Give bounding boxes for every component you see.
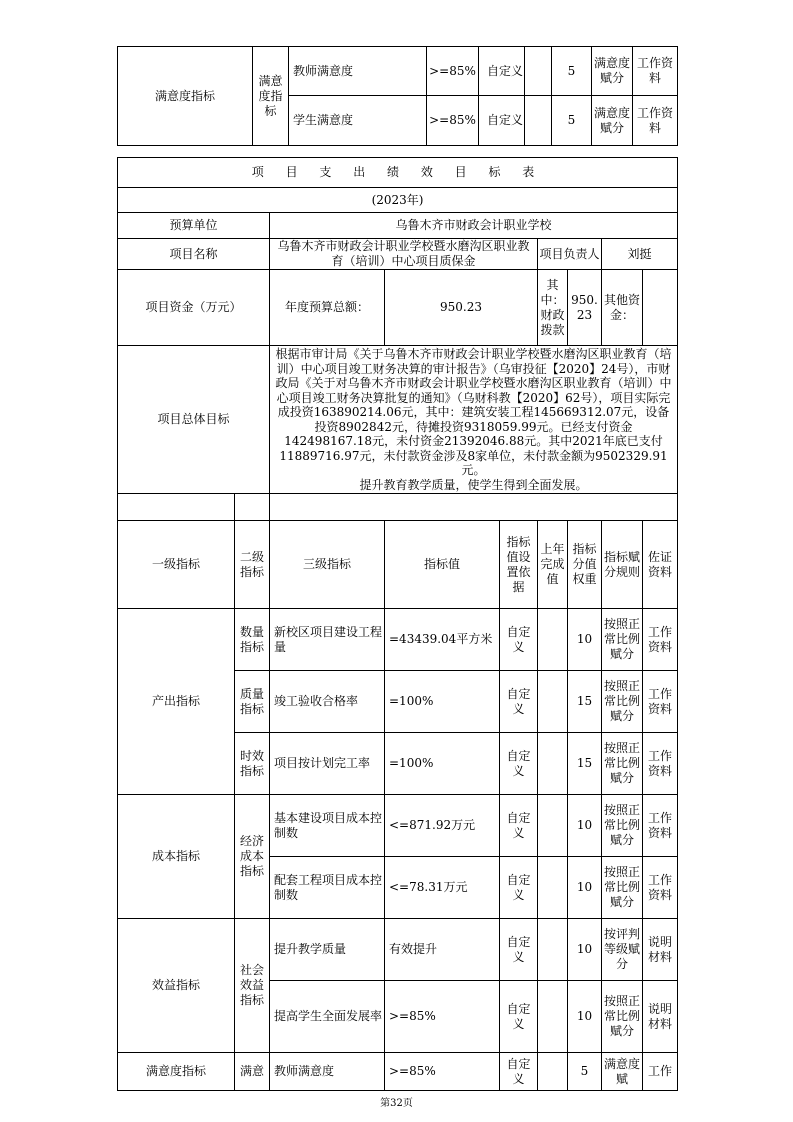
indicator-name: 提高学生全面发展率	[270, 981, 385, 1053]
indicator-basis: 自定义	[500, 733, 538, 795]
indicator-weight: 5	[552, 47, 592, 96]
header-level3: 三级指标	[270, 521, 385, 609]
header-evidence: 佐证资料	[643, 521, 678, 609]
indicator-evidence: 工作资料	[643, 609, 678, 671]
indicator-value: >=85%	[427, 96, 479, 146]
indicator-value: <=78.31万元	[385, 857, 500, 919]
indicator-evidence: 工作	[643, 1053, 678, 1091]
indicator-value: =100%	[385, 671, 500, 733]
header-value: 指标值	[385, 521, 500, 609]
indicator-evidence: 工作资料	[633, 96, 678, 146]
indicator-basis: 自定义	[500, 671, 538, 733]
indicator-weight: 10	[568, 919, 602, 981]
level2-cell: 满意	[235, 1053, 270, 1091]
indicator-name: 提升教学质量	[270, 919, 385, 981]
project-name-value: 乌鲁木齐市财政会计职业学校暨水磨沟区职业教育（培训）中心项目质保金	[270, 239, 538, 270]
level1-cell: 满意度指标	[118, 47, 253, 146]
fiscal-label: 其中：财政拨款	[538, 270, 568, 346]
other-funds-label: 其他资金：	[602, 270, 643, 346]
indicator-evidence: 工作资料	[643, 857, 678, 919]
level1-cell: 产出指标	[118, 609, 235, 795]
indicator-last-year	[538, 919, 568, 981]
indicator-rule: 按评判等级赋分	[602, 919, 643, 981]
indicator-basis: 自定义	[500, 919, 538, 981]
annual-budget-label: 年度预算总额：	[270, 270, 385, 346]
indicator-rule: 按照正常比例赋分	[602, 609, 643, 671]
indicator-name: 学生满意度	[289, 96, 427, 146]
header-basis: 指标值设置依据	[500, 521, 538, 609]
budget-unit-value: 乌鲁木齐市财政会计职业学校	[270, 213, 678, 239]
indicator-last-year	[538, 733, 568, 795]
indicator-evidence: 工作资料	[633, 47, 678, 96]
indicator-last-year	[525, 47, 552, 96]
header-level1: 一级指标	[118, 521, 235, 609]
indicator-value: =100%	[385, 733, 500, 795]
level2-cell: 经济成本指标	[235, 795, 270, 919]
indicator-evidence: 工作资料	[643, 733, 678, 795]
indicator-last-year	[525, 96, 552, 146]
level1-cell: 成本指标	[118, 795, 235, 919]
header-weight: 指标分值权重	[568, 521, 602, 609]
indicator-value: >=85%	[385, 981, 500, 1053]
indicator-weight: 10	[568, 609, 602, 671]
blank-cell	[270, 494, 678, 521]
indicator-basis: 自定义	[479, 47, 525, 96]
table-title: 项 目 支 出 绩 效 目 标 表	[118, 158, 678, 188]
indicator-name: 新校区项目建设工程量	[270, 609, 385, 671]
level2-cell: 数量指标	[235, 609, 270, 671]
indicator-rule: 按照正常比例赋分	[602, 671, 643, 733]
budget-unit-label: 预算单位	[118, 213, 270, 239]
indicator-name: 配套工程项目成本控制数	[270, 857, 385, 919]
indicator-rule: 按照正常比例赋分	[602, 733, 643, 795]
other-funds-value	[643, 270, 678, 346]
indicator-evidence: 工作资料	[643, 671, 678, 733]
indicator-last-year	[538, 981, 568, 1053]
indicator-weight: 10	[568, 857, 602, 919]
indicator-rule: 按照正常比例赋分	[602, 981, 643, 1053]
indicator-basis: 自定义	[500, 857, 538, 919]
indicator-value: <=871.92万元	[385, 795, 500, 857]
level2-cell: 时效指标	[235, 733, 270, 795]
indicator-evidence: 工作资料	[643, 795, 678, 857]
level1-cell: 满意度指标	[118, 1053, 235, 1091]
level2-cell: 社会效益指标	[235, 919, 270, 1053]
blank-cell	[118, 494, 235, 521]
funds-label: 项目资金（万元）	[118, 270, 270, 346]
indicator-value: 有效提升	[385, 919, 500, 981]
indicator-name: 竣工验收合格率	[270, 671, 385, 733]
indicator-last-year	[538, 857, 568, 919]
level2-cell: 满意度指标	[253, 47, 289, 146]
blank-cell	[235, 494, 270, 521]
indicator-rule: 按照正常比例赋分	[602, 795, 643, 857]
page-number: 第32页	[380, 1098, 413, 1109]
indicator-basis: 自定义	[500, 609, 538, 671]
indicator-weight: 15	[568, 733, 602, 795]
indicator-weight: 10	[568, 981, 602, 1053]
indicator-name: 教师满意度	[289, 47, 427, 96]
indicator-evidence: 说明材料	[643, 981, 678, 1053]
level2-cell: 质量指标	[235, 671, 270, 733]
indicator-weight: 5	[568, 1053, 602, 1091]
indicator-rule: 按照正常比例赋分	[602, 857, 643, 919]
goal-text	[270, 346, 678, 494]
indicator-weight: 5	[552, 96, 592, 146]
indicator-basis: 自定义	[500, 1053, 538, 1091]
indicator-basis: 自定义	[500, 981, 538, 1053]
indicator-last-year	[538, 795, 568, 857]
project-leader-label: 项目负责人	[538, 239, 602, 270]
indicator-evidence: 说明材料	[643, 919, 678, 981]
indicator-rule: 满意度赋分	[592, 47, 633, 96]
header-last-year: 上年完成值	[538, 521, 568, 609]
indicator-name: 项目按计划完工率	[270, 733, 385, 795]
indicator-basis: 自定义	[479, 96, 525, 146]
indicator-weight: 15	[568, 671, 602, 733]
indicator-rule: 满意度赋分	[592, 96, 633, 146]
indicator-value: >=85%	[385, 1053, 500, 1091]
indicator-basis: 自定义	[500, 795, 538, 857]
indicator-weight: 10	[568, 795, 602, 857]
indicator-last-year	[538, 671, 568, 733]
indicator-value: =43439.04平方米	[385, 609, 500, 671]
indicator-name: 基本建设项目成本控制数	[270, 795, 385, 857]
indicator-value: >=85%	[427, 47, 479, 96]
goal-paragraph-1: 根据市审计局《关于乌鲁木齐市财政会计职业学校暨水磨沟区职业教育（培训）中心项目竣工财务决算的审计报告》（乌审投征【2020】24号），市财政局《关于对乌鲁木齐市财政会计职业学校暨水磨沟区职业教育（培训）中心项目竣工财务决算批复的通知》（乌财科教【2020】62号），项目实际完成投资163890214.06元，其中：建筑安装工程145669312.07元，设备投资8902842元，待摊投资9318059.99元。已经支付资金142498167.18元，未付资金21392046.88元。其中2021年底已支付11889716.97元，未付款资金涉及8家单位，未付款金额为9502329.91元。	[275, 347, 672, 477]
indicator-rule: 满意度赋	[602, 1053, 643, 1091]
indicator-last-year	[538, 609, 568, 671]
level1-cell: 效益指标	[118, 919, 235, 1053]
header-rule: 指标赋分规则	[602, 521, 643, 609]
table-year: (2023年)	[118, 188, 678, 213]
goal-paragraph-2: 提升教育教学质量，使学生得到全面发展。	[359, 477, 588, 492]
annual-budget-value: 950.23	[385, 270, 538, 346]
header-level2: 二级指标	[235, 521, 270, 609]
performance-goal-table	[117, 157, 678, 1091]
indicator-last-year	[538, 1053, 568, 1091]
project-leader-value: 刘挺	[602, 239, 678, 270]
indicator-name: 教师满意度	[270, 1053, 385, 1091]
fiscal-value: 950.23	[568, 270, 602, 346]
top-continuation-table	[117, 46, 678, 146]
goal-label: 项目总体目标	[118, 346, 270, 494]
project-name-label: 项目名称	[118, 239, 270, 270]
